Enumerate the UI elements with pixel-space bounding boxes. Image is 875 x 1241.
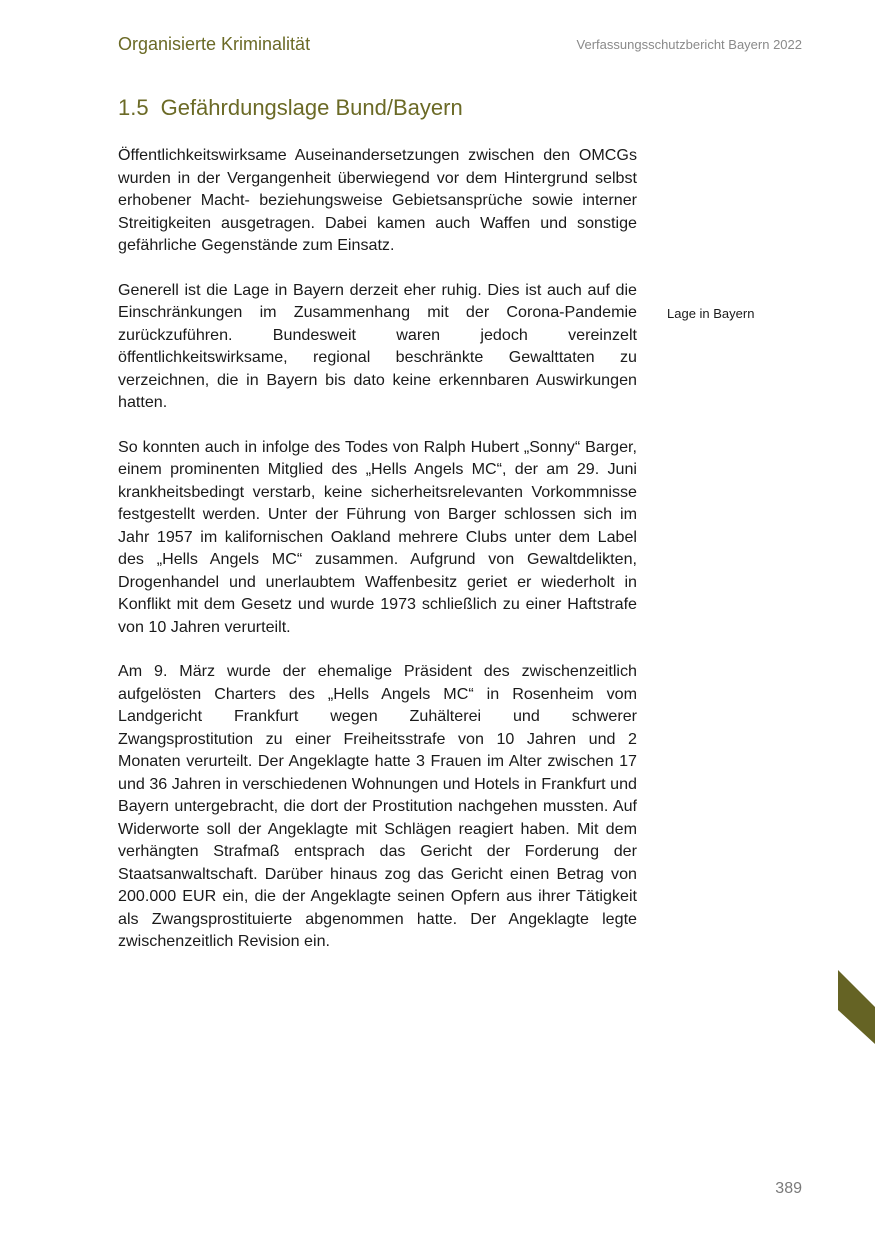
section-number: 1.5 [118,95,149,120]
paragraph-1: Öffentlichkeitswirksame Auseinandersetzungen zwischen den OMCGs wurden in der Vergangenheit überwiegend vor dem Hintergrund selbst erhobener Macht- beziehungsweise Gebietsansprüche sowie interner Streitigkeiten ausgetragen. Dabei kamen auch Waffen und sonstige gefährliche Gegenstände zum Einsatz. [118,146,637,254]
chapter-tab-marker [838,970,875,1044]
paragraph-4: Am 9. März wurde der ehemalige Präsident des zwischenzeitlich aufgelösten Charters des „Hells Angels MC“ in Rosenheim vom Landgericht Frankfurt wegen Zuhälterei und schwerer Zwangsprostitution zu einer Freiheitsstrafe von 10 Jahren und 2 Monaten verurteilt. Der Angeklagte hatte 3 Frauen im Alter zwischen 17 und 36 Jahren in verschiedenen Wohnungen und Hotels in Frankfurt und Bayern untergebracht, die dort der Prostitution nachgehen mussten. Auf Widerworte soll der Angeklagte mit Schlägen reagiert haben. Mit dem verhängten Strafmaß entsprach das Gericht der Forderung der Staatsanwaltschaft. Darüber hinaus zog das Gericht einen Betrag von 200.000 EUR ein, die der Angeklagte seinen Opfern aus ihrer Tätigkeit als Zwangsprostituierte abgenommen hatte. Der Angeklagte legte zwischenzeitlich Revision ein. [118,662,637,950]
chapter-tab-shape [838,970,875,1044]
section-title: Gefährdungslage Bund/Bayern [160,95,463,120]
section-heading [118,95,463,121]
page-number: 389 [775,1180,802,1197]
margin-note: Lage in Bayern [667,306,755,321]
report-title: Verfassungsschutzbericht Bayern 2022 [576,37,802,52]
chapter-title: Organisierte Kriminalität [118,34,311,54]
paragraph-2: Generell ist die Lage in Bayern derzeit eher ruhig. Dies ist auch auf die Einschränkungen im Zusammenhang mit der Corona-Pandemie zurückzuführen. Bundesweit waren jedoch vereinzelt öffentlichkeitswirksame, regional beschränkte Gewalttaten zu verzeichnen, die in Bayern bis dato keine erkennbaren Auswirkungen hatten. [118,280,637,411]
paragraph-3: So konnten auch in infolge des Todes von Ralph Hubert „Sonny“ Barger, einem prominenten Mitglied des „Hells Angels MC“, der am 29. Juni krankheitsbedingt verstarb, keine sicherheitsrelevanten Vorkommnisse festgestellt werden. Unter der Führung von Barger schlossen sich im Jahr 1957 im kalifornischen Oakland mehrere Clubs unter dem Label des „Hells Angels MC“ zusammen. Aufgrund von Gewaltdelikten, Drogenhandel und unerlaubtem Waffenbesitz geriet er wiederholt in Konflikt mit dem Gesetz und wurde 1973 schließlich zu einer Haftstrafe von 10 Jahren verurteilt. [118,437,637,636]
body-text [118,144,637,975]
